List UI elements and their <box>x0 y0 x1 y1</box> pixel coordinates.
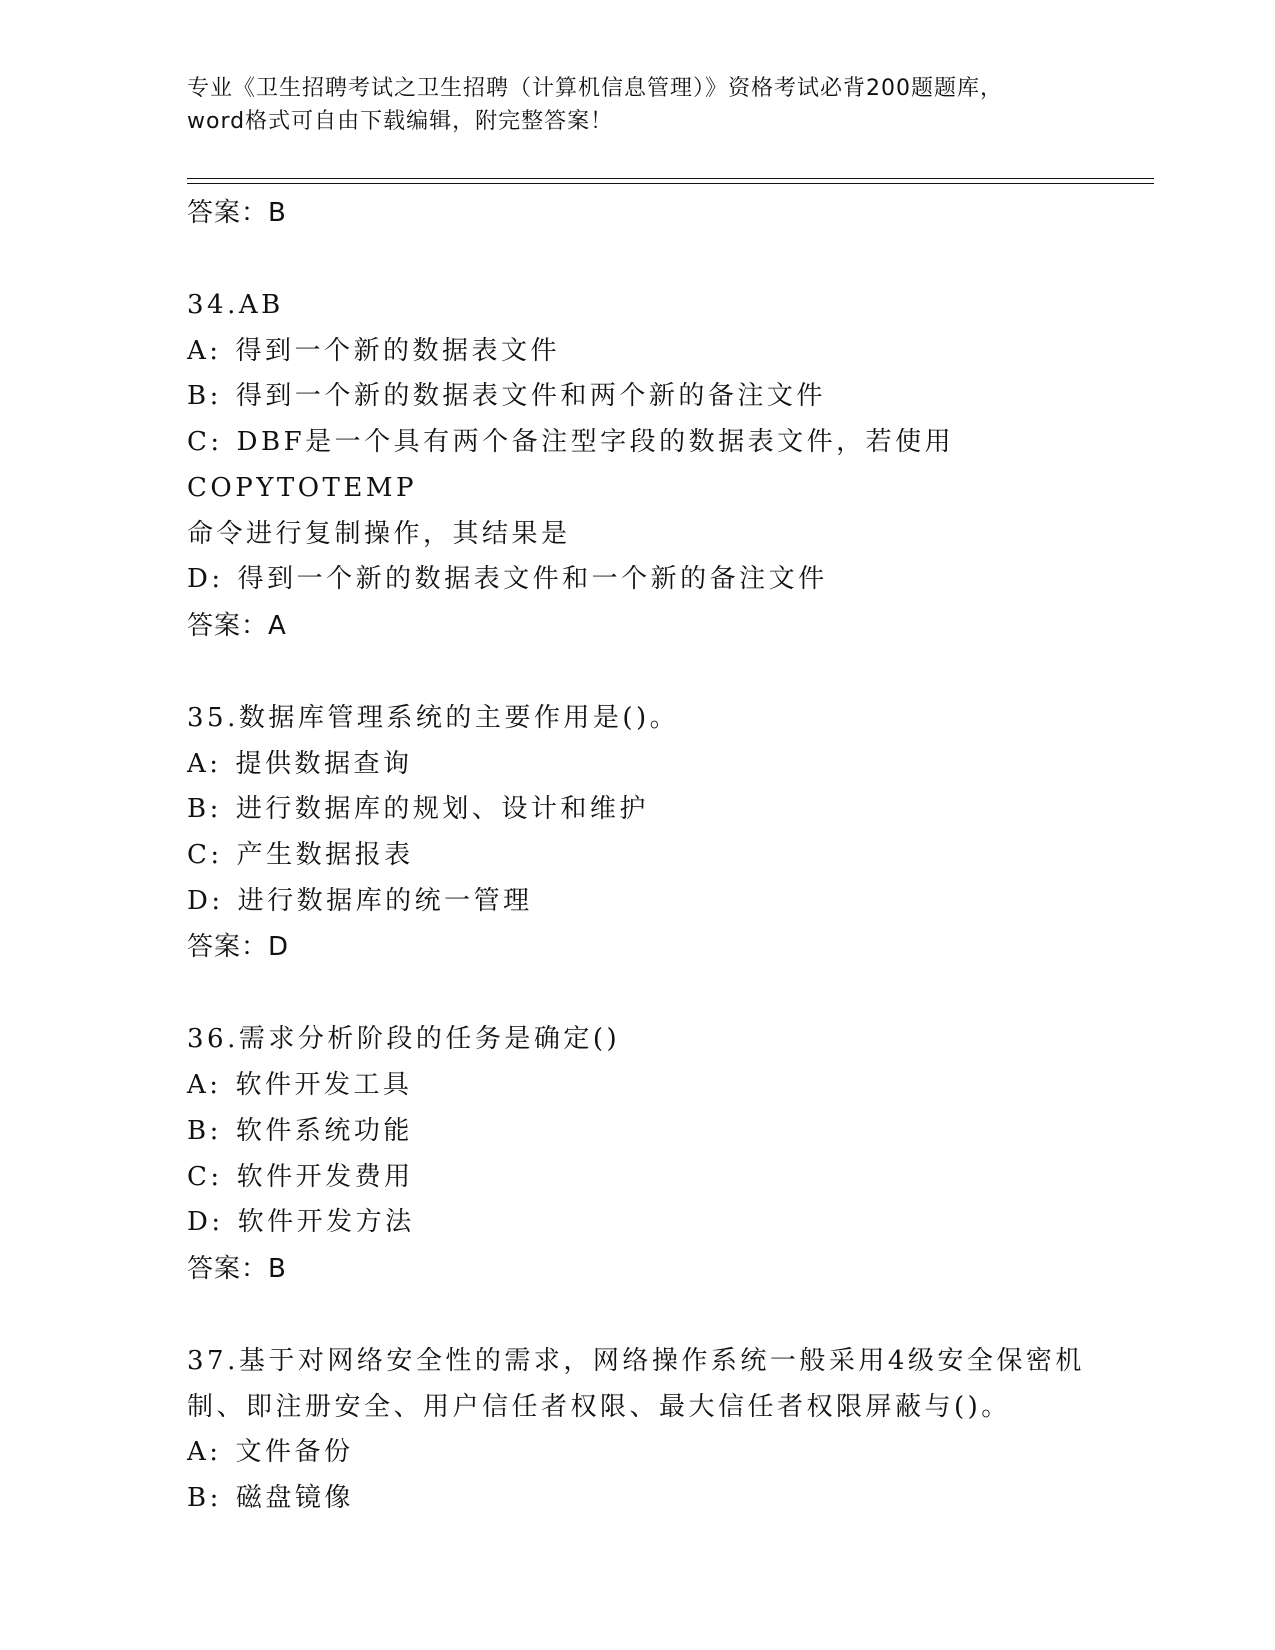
option-text: 软件系统功能 <box>235 1115 413 1146</box>
option-label: D: <box>187 1207 224 1238</box>
option-text: 软件开发方法 <box>237 1207 415 1238</box>
question-stem: 34.AB <box>187 290 284 320</box>
question-stem: 36.需求分析阶段的任务是确定() <box>187 1024 621 1055</box>
option-label: C: <box>187 840 223 871</box>
option-text: 得到一个新的数据表文件和一个新的备注文件 <box>237 564 828 595</box>
option-row <box>187 1200 1087 1246</box>
question-block <box>187 1339 1087 1522</box>
option-row <box>187 1476 1087 1522</box>
answer: 答案：B <box>187 1253 287 1284</box>
option-row <box>187 374 1087 420</box>
option-text: 得到一个新的数据表文件 <box>235 335 561 366</box>
option-text: 得到一个新的数据表文件和两个新的备注文件 <box>235 381 826 412</box>
option-label: A: <box>187 1437 222 1468</box>
option-row <box>187 1430 1087 1476</box>
option-text: 进行数据库的规划、设计和维护 <box>235 794 649 825</box>
option-label: B: <box>187 1115 222 1146</box>
option-row <box>187 879 1087 925</box>
option-row <box>187 512 1087 558</box>
answer: 答案：A <box>187 610 287 641</box>
question-block <box>187 283 1087 649</box>
questions-container <box>187 283 1087 1522</box>
question-stem: 制、即注册安全、用户信任者权限、最大信任者权限屏蔽与()。 <box>187 1391 1011 1422</box>
option-label: A: <box>187 748 222 779</box>
option-text: 提供数据查询 <box>235 748 413 779</box>
option-row <box>187 833 1087 879</box>
option-label: A: <box>187 1070 222 1101</box>
header-divider-top <box>187 178 1154 179</box>
option-label: B: <box>187 381 222 412</box>
option-text: 文件备份 <box>235 1437 354 1468</box>
option-label: B: <box>187 1483 222 1514</box>
option-row <box>187 742 1087 788</box>
option-text: 软件开发工具 <box>235 1070 413 1101</box>
option-row <box>187 557 1087 603</box>
option-label: C: <box>187 1161 223 1192</box>
option-label: B: <box>187 794 222 825</box>
option-text: DBF是一个具有两个备注型字段的数据表文件，若使用COPYTOTEMP <box>187 427 955 503</box>
question-block <box>187 696 1087 971</box>
option-label: D: <box>187 885 224 916</box>
option-row <box>187 329 1087 375</box>
option-text: 磁盘镜像 <box>235 1483 354 1514</box>
option-row <box>187 1109 1087 1155</box>
option-text: 命令进行复制操作，其结果是 <box>187 518 571 549</box>
header-divider-bottom <box>187 183 1154 184</box>
option-row <box>187 420 1087 511</box>
option-row <box>187 1155 1087 1201</box>
question-list <box>187 190 1087 1522</box>
option-label: A: <box>187 335 222 366</box>
option-label: D: <box>187 564 224 595</box>
question-stem: 37.基于对网络安全性的需求，网络操作系统一般采用4级安全保密机 <box>187 1345 1085 1376</box>
question-block <box>187 1017 1087 1292</box>
option-text: 产生数据报表 <box>236 840 414 871</box>
previous-answer: 答案：B <box>187 198 287 228</box>
option-text: 软件开发费用 <box>236 1161 414 1192</box>
option-text: 进行数据库的统一管理 <box>237 885 533 916</box>
document-header <box>187 72 1087 138</box>
option-label: C: <box>187 427 223 458</box>
answer: 答案：D <box>187 932 290 963</box>
header-line-1: 专业《卫生招聘考试之卫生招聘（计算机信息管理）》资格考试必背200题题库， <box>187 76 1003 101</box>
option-row <box>187 787 1087 833</box>
option-row <box>187 1063 1087 1109</box>
question-stem: 35.数据库管理系统的主要作用是()。 <box>187 702 680 733</box>
header-line-2: word格式可自由下载编辑，附完整答案！ <box>187 109 614 134</box>
